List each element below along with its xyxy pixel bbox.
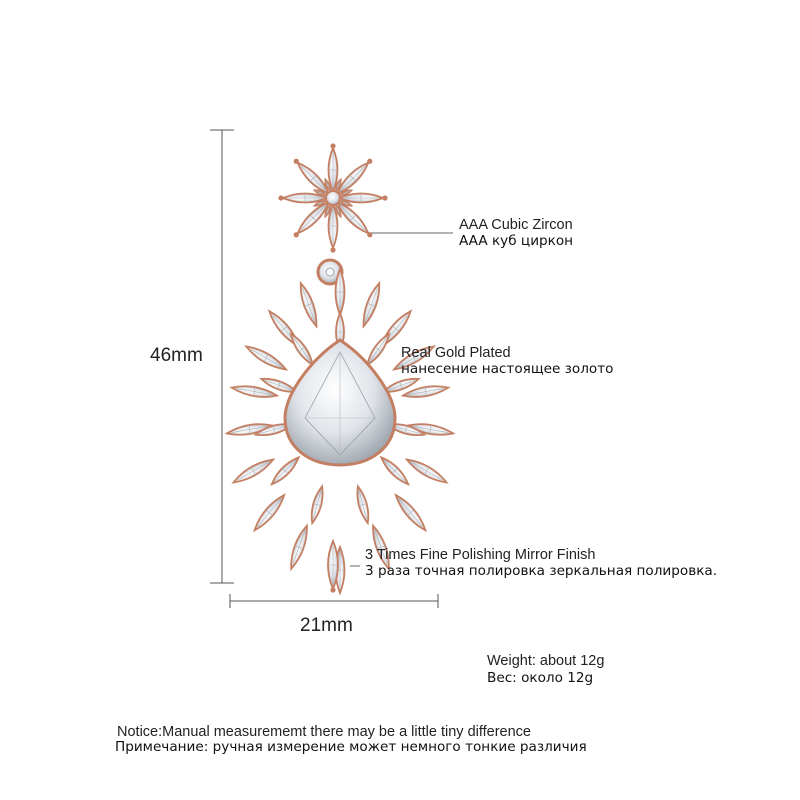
pendant-inner-stone-facet: [272, 457, 299, 484]
width-label: 21mm: [300, 615, 353, 636]
stud-flower: [278, 143, 387, 252]
pendant-bottom-prong: [330, 587, 335, 592]
weight-en: Weight: about 12g: [487, 653, 605, 669]
height-dimension-line: [210, 130, 234, 583]
stud-prong: [367, 159, 372, 164]
pendant-inner-stone-facet: [381, 457, 408, 484]
stud-petal-stone-facet: [337, 202, 368, 233]
stud-prong: [367, 232, 372, 237]
finish-callout-en: 3 Times Fine Polishing Mirror Finish: [365, 547, 596, 563]
notice-en: Notice:Manual measurememt there may be a little tiny difference: [117, 724, 531, 740]
width-dimension-line: [230, 594, 438, 608]
height-label: 46mm: [150, 345, 203, 366]
stud-petal-stone-facet: [298, 202, 329, 233]
finish-callout-ru: 3 раза точная полировка зеркальная полировка.: [365, 563, 718, 579]
plating-callout-ru: нанесение настоящее золото: [401, 361, 614, 377]
stud-prong: [294, 159, 299, 164]
stud-prong: [330, 247, 335, 252]
weight-ru: Вес: около 12g: [487, 670, 594, 686]
stud-prong: [278, 195, 283, 200]
stud-petal-stone-facet: [298, 163, 329, 194]
plating-callout-en: Real Gold Plated: [401, 345, 511, 361]
zircon-callout-en: AAA Cubic Zircon: [459, 217, 573, 233]
stud-center-stone: [326, 191, 340, 205]
stud-prong: [330, 143, 335, 148]
stud-petal-stone-facet: [337, 163, 368, 194]
zircon-callout-ru: AAA куб циркон: [459, 233, 574, 249]
stud-prong: [382, 195, 387, 200]
notice-ru: Примечание: ручная измерение может немного тонкие различия: [115, 739, 587, 755]
center-pear-stone: [285, 340, 395, 465]
stud-prong: [294, 232, 299, 237]
